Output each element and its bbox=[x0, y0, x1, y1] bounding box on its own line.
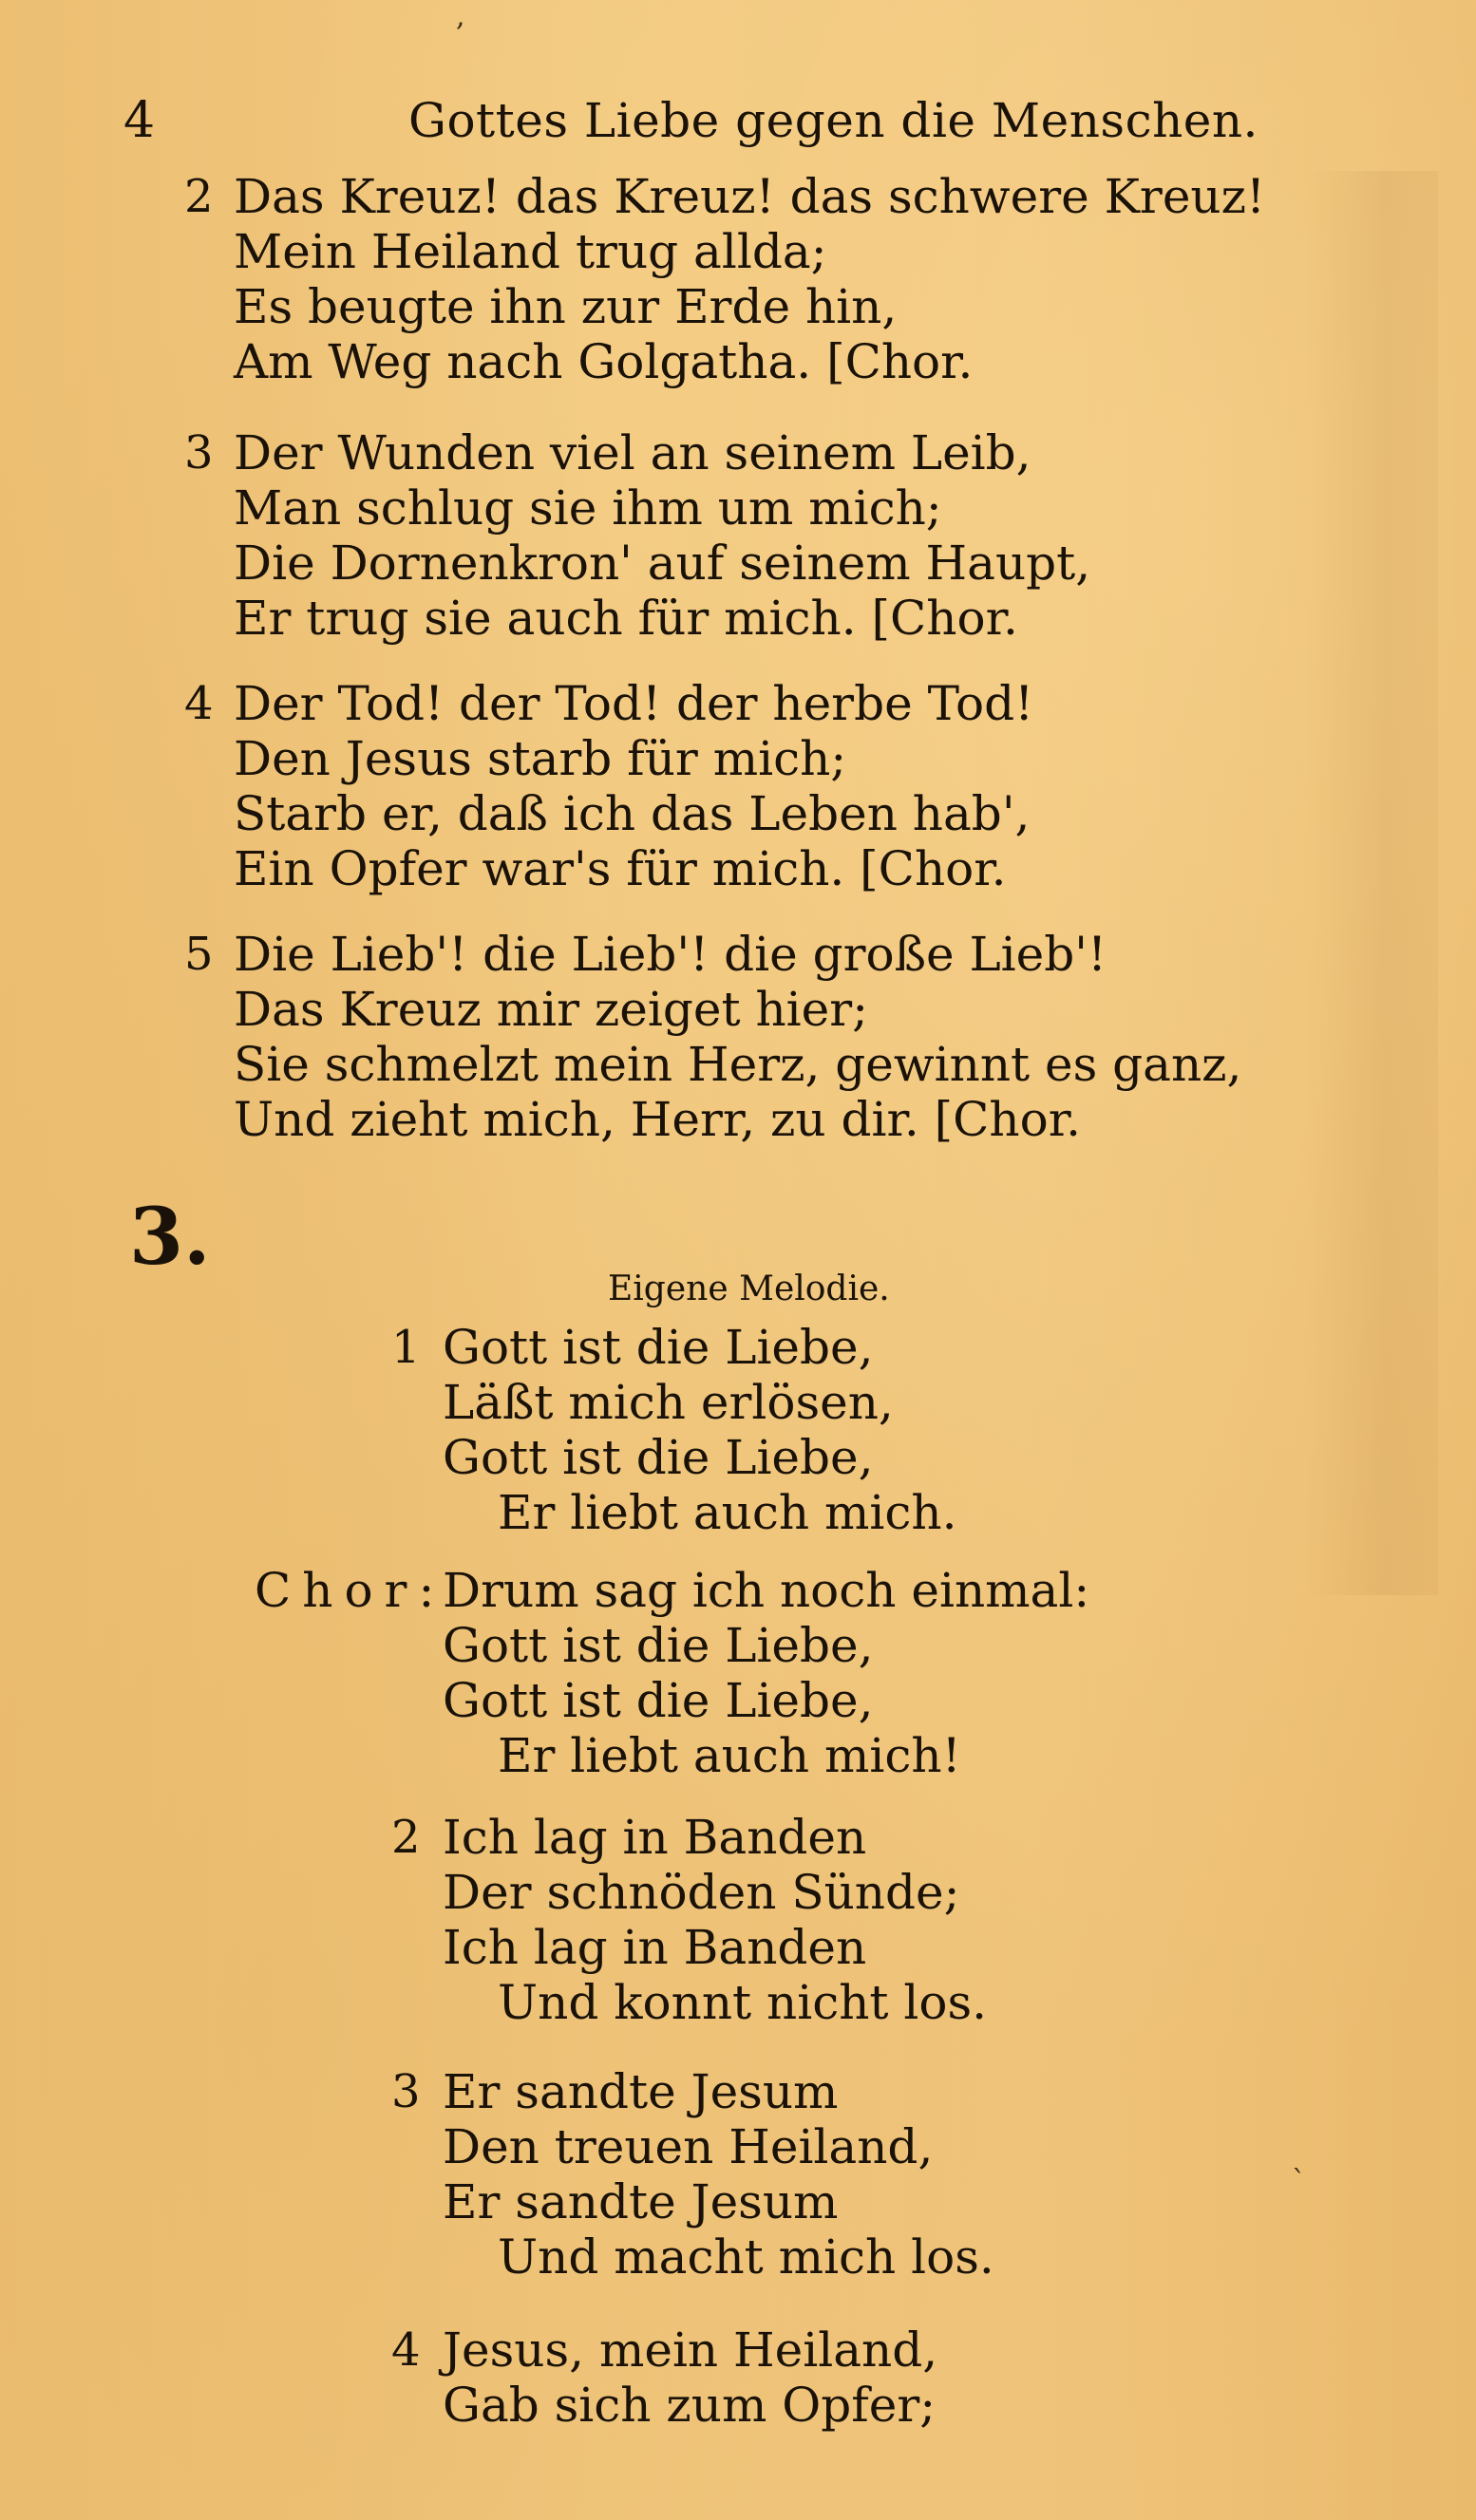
verse-line: Er sandte Jesum bbox=[443, 2064, 839, 2119]
page-header bbox=[0, 87, 1476, 154]
running-head: Gottes Liebe gegen die Menschen. bbox=[408, 93, 1258, 148]
hymn-number: 3. bbox=[129, 1192, 211, 1283]
verse-line: Ich lag in Banden bbox=[443, 1920, 867, 1975]
verse-line: Und macht mich los. bbox=[498, 2229, 994, 2285]
verse-line: Gott ist die Liebe, bbox=[443, 1618, 874, 1673]
verse-line: Gab sich zum Opfer; bbox=[443, 2378, 937, 2433]
verse-line: Der Tod! der Tod! der herbe Tod! bbox=[234, 676, 1034, 731]
verse-line: Gott ist die Liebe, bbox=[443, 1320, 874, 1375]
stanza-number: 4 bbox=[391, 2323, 421, 2377]
stanza-number: 3 bbox=[391, 2065, 421, 2118]
verse-line: Den treuen Heiland, bbox=[443, 2119, 934, 2174]
verse-line: Er liebt auch mich. bbox=[498, 1485, 957, 1540]
verse-line: Der Wunden viel an seinem Leib, bbox=[234, 425, 1031, 480]
verse-line: Und konnt nicht los. bbox=[498, 1975, 988, 2030]
verse-line: Gott ist die Liebe, bbox=[443, 1673, 874, 1728]
verse-line: Ich lag in Banden bbox=[443, 1810, 867, 1865]
verse-line: Es beugte ihn zur Erde hin, bbox=[234, 279, 898, 334]
verse-line: Den Jesus starb für mich; bbox=[234, 731, 847, 786]
verse-line: Er sandte Jesum bbox=[443, 2174, 839, 2229]
verse-line: Der schnöden Sünde; bbox=[443, 1865, 960, 1920]
verse-line: Die Dornenkron' auf seinem Haupt, bbox=[234, 536, 1091, 591]
stanza-number: 2 bbox=[184, 170, 214, 223]
tune-name: Eigene Melodie. bbox=[608, 1269, 890, 1308]
ink-speck: ` bbox=[1292, 2165, 1306, 2198]
page-number: 4 bbox=[123, 92, 156, 149]
verse-line: Jesus, mein Heiland, bbox=[443, 2323, 938, 2378]
verse-line: Das Kreuz! das Kreuz! das schwere Kreuz! bbox=[234, 169, 1266, 224]
show-through-shadow bbox=[1305, 171, 1438, 1595]
verse-line: Läßt mich erlösen, bbox=[443, 1375, 894, 1430]
stanza-number: 2 bbox=[391, 1811, 421, 1864]
verse-line: Drum sag ich noch einmal: bbox=[443, 1563, 1090, 1618]
verse-line: Man schlug sie ihm um mich; bbox=[234, 480, 942, 536]
verse-line: Die Lieb'! die Lieb'! die große Lieb'! bbox=[234, 927, 1107, 982]
chorus-label: Chor: bbox=[255, 1563, 446, 1618]
verse-line: Mein Heiland trug allda; bbox=[234, 224, 827, 279]
verse-line: Ein Opfer war's für mich. [Chor. bbox=[234, 841, 1007, 896]
stanza-number: 4 bbox=[184, 677, 214, 730]
verse-line: Am Weg nach Golgatha. [Chor. bbox=[234, 334, 974, 389]
stanza-number: 3 bbox=[184, 426, 214, 480]
verse-line: Und zieht mich, Herr, zu dir. [Chor. bbox=[234, 1092, 1082, 1147]
verse-line: Er liebt auch mich! bbox=[498, 1728, 961, 1783]
verse-line: Das Kreuz mir zeiget hier; bbox=[234, 982, 868, 1037]
stanza-number: 1 bbox=[391, 1321, 421, 1374]
verse-line: Er trug sie auch für mich. [Chor. bbox=[234, 591, 1018, 646]
verse-line: Starb er, daß ich das Leben hab', bbox=[234, 786, 1031, 841]
ink-speck: , bbox=[456, 0, 465, 33]
stanza-number: 5 bbox=[184, 928, 214, 981]
verse-line: Gott ist die Liebe, bbox=[443, 1430, 874, 1485]
verse-line: Sie schmelzt mein Herz, gewinnt es ganz, bbox=[234, 1037, 1242, 1092]
